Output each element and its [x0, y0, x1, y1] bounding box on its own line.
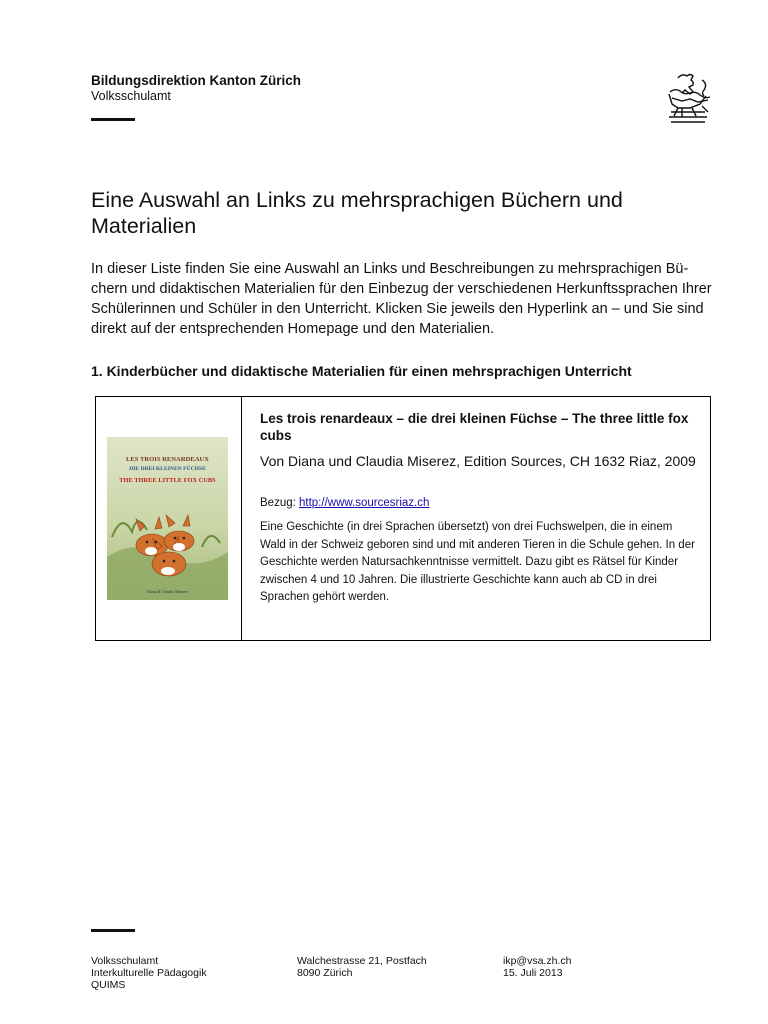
document-title: Eine Auswahl an Links zu mehrsprachigen Büchern und Materialien [91, 188, 623, 238]
cover-title-fr: LES TROIS RENARDEAUX [125, 456, 210, 463]
intro-paragraph: In dieser Liste finden Sie eine Auswahl an Links und Beschreibungen zu mehrsprachigen Bü-chern und didaktischen Materialien für den Einbezug der verschiedenen Herkunftssprachen Ihrer Schülerinnen und Schüler in den Unterricht. Klicken Sie jeweils den Hyperlink an – und Sie sind direkt auf der entsprechenden Homepage und den Materialien. [91, 261, 712, 337]
footer-postal-address [297, 955, 427, 979]
footer-address-department [91, 955, 207, 991]
section-heading: 1. Kinderbücher und didaktische Materialien für einen mehrsprachigen Unterricht [91, 363, 632, 379]
cover-title-en: THE THREE LITTLE FOX CUBS [119, 477, 216, 484]
footer-program: QUIMS [91, 979, 126, 991]
org-name: Bildungsdirektion Kanton Zürich [91, 73, 301, 88]
sourcesriaz-link[interactable]: http://www.sourcesriaz.ch [299, 497, 430, 509]
footer-email: ikp@vsa.zh.ch [503, 955, 572, 967]
table-column-divider [241, 396, 242, 641]
bezug-line [260, 496, 429, 510]
cover-title-de: DIE DREI KLEINEN FÜCHSE [129, 466, 206, 472]
book-title: Les trois renardeaux – die drei kleinen Füchse – The three little fox cubs [260, 411, 689, 443]
footer-department: Volksschulamt [91, 955, 159, 967]
org-subtitle: Volksschulamt [91, 89, 171, 103]
cover-authors: Diana & Claudia Miserez [147, 589, 188, 594]
header-rule [91, 118, 135, 121]
footer-rule [91, 929, 135, 932]
book-cover-image [107, 437, 228, 600]
footer-city: 8090 Zürich [297, 967, 353, 979]
footer-division: Interkulturelle Pädagogik [91, 967, 207, 979]
zurich-lion-emblem-icon [664, 72, 714, 126]
footer-contact [503, 955, 571, 979]
book-description: Eine Geschichte (in drei Sprachen übersetzt) von drei Fuchswelpen, die in einem Wald in der Schweiz geboren sind und mit anderen Tieren in die Schule gehen. In der Geschichte werden Natursachkenntnisse vermittelt. Dazu gibt es Rätsel für Kinder zwischen 4 und 10 Jahren. Die illustrierte Geschichte kann auch ab CD in drei Sprachen gehört werden. [260, 521, 695, 603]
book-authors: Von Diana und Claudia Miserez, Edition Sources, CH 1632 Riaz, 2009 [260, 453, 696, 469]
footer-date: 15. Juli 2013 [503, 967, 563, 979]
footer-street: Walchestrasse 21, Postfach [297, 955, 427, 967]
bezug-label: Bezug: [260, 497, 299, 509]
